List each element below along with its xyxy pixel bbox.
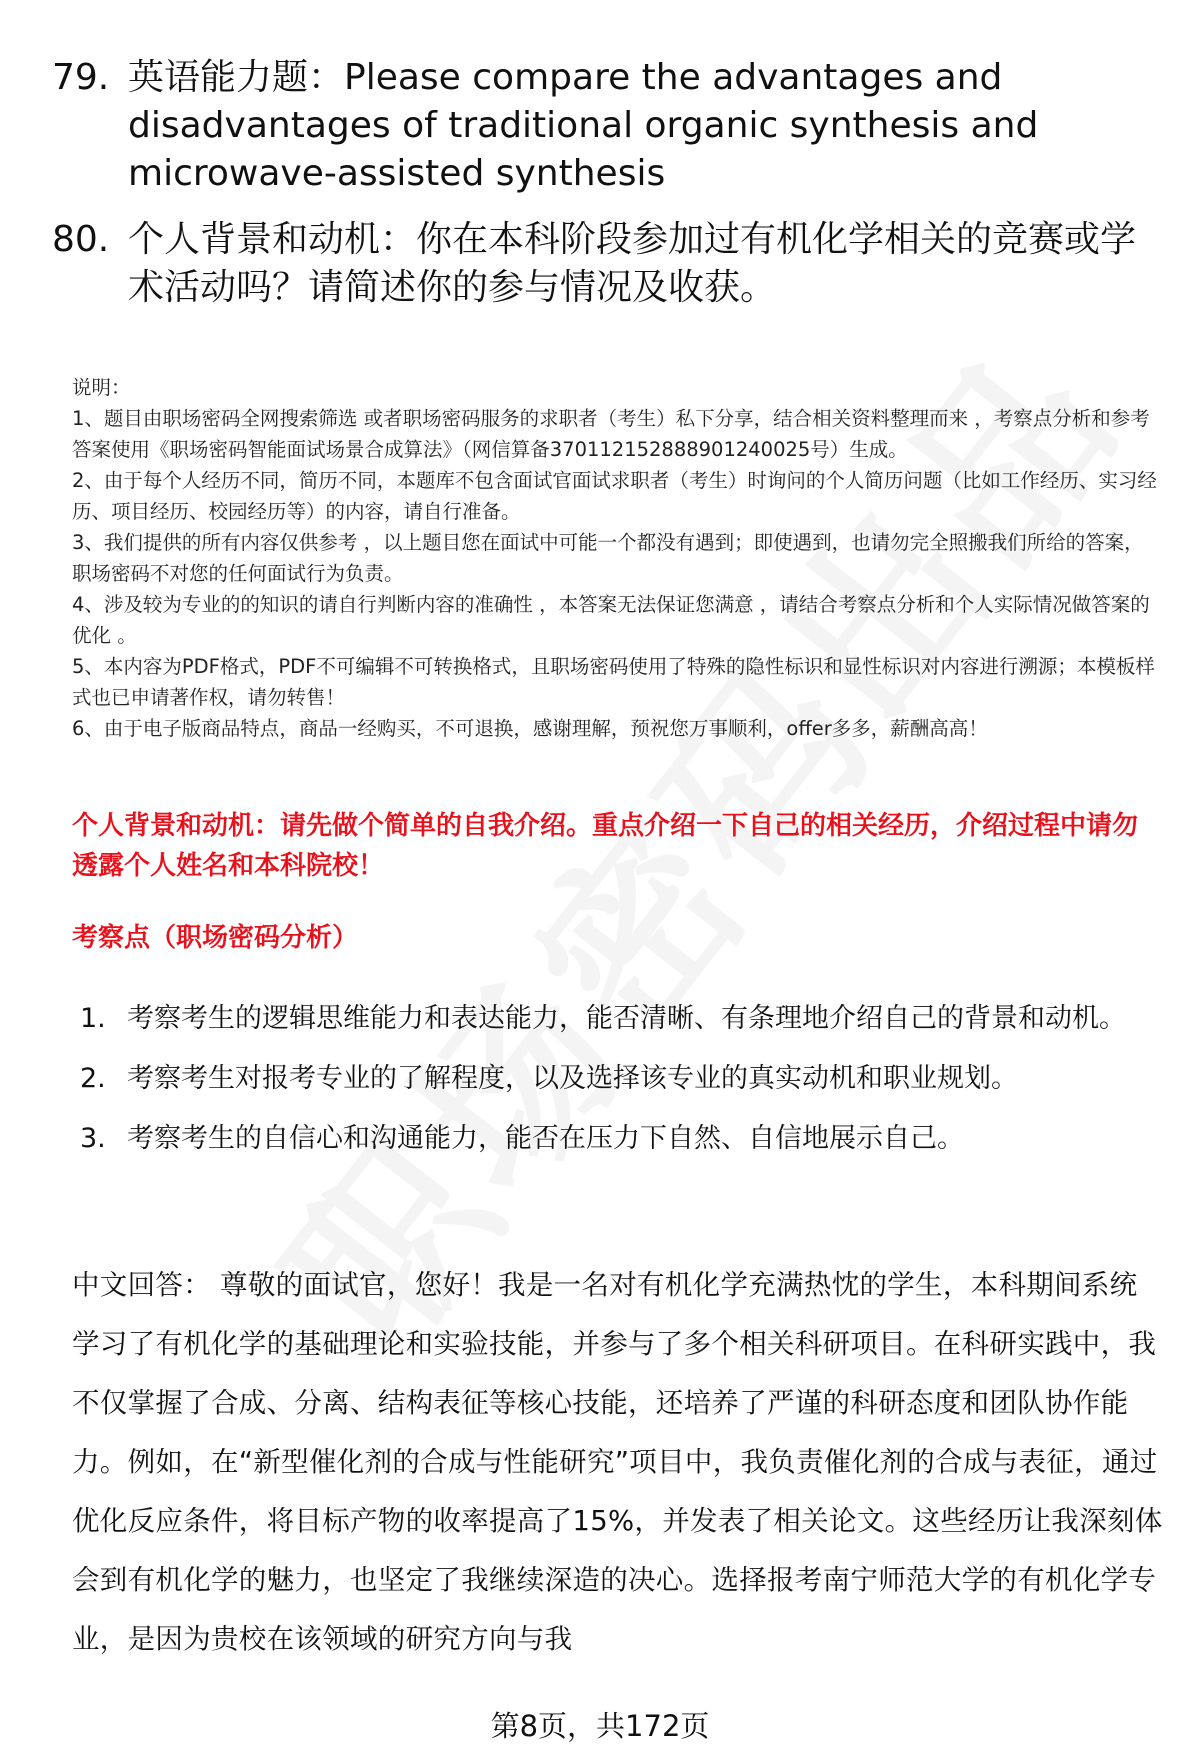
notes-heading: 说明： [72,376,131,399]
note-item: 3、我们提供的所有内容仅供参考 ，以上题目您在面试中可能一个都没有遇到；即使遇到，也请勿完全照搬我们所给的答案，职场密码不对您的任何面试行为负责。 [72,531,1144,585]
question-number: 79. [52,57,110,98]
answer-paragraph: 中文回答： 尊敬的面试官，您好！我是一名对有机化学充满热忱的学生，本科期间系统学习了有机化学的基础理论和实验技能，并参与了多个相关科研项目。在科研实践中，我不仅掌握了合成、分离、结构表征等核心技能，还培养了严谨的科研态度和团队协作能力。例如，在“新型催化剂的合成与性能研究”项目中，我负责催化剂的合成与表征，通过优化反应条件，将目标产物的收率提高了15%，并发表了相关论文。这些经历让我深刻体会到有机化学的魅力，也坚定了我继续深造的决心。选择报考南宁师范大学的有机化学专业，是因为贵校在该领域的研究方向与我 [72,1269,1163,1655]
question-text: 英语能力题：Please compare the advantages and disadvantages of traditional organic synthesis and microwave-assisted synthesis [128,57,1039,194]
notes-block [72,372,1162,744]
page-footer: 第8页，共172页 [490,1709,710,1743]
list-item [80,1050,1160,1108]
list-item-number: 2. [80,1063,106,1094]
note-item: 6、由于电子版商品特点，商品一经购买，不可退换，感谢理解，预祝您万事顺利，offer多多，薪酬高高！ [72,717,988,740]
points-title: 考察点（职场密码分析） [72,923,359,953]
question-80 [52,216,1162,312]
list-item-text: 考察考生对报考专业的了解程度，以及选择该专业的真实动机和职业规划。 [127,1063,1018,1094]
list-item [80,990,1160,1048]
list-item-number: 3. [80,1123,106,1154]
question-79 [52,54,1162,198]
note-item: 4、涉及较为专业的的知识的请自行判断内容的准确性 ，本答案无法保证您满意 ，请结合考察点分析和个人实际情况做答案的优化 。 [72,593,1150,647]
note-item: 5、本内容为PDF格式，PDF不可编辑不可转换格式，且职场密码使用了特殊的隐性标识和显性标识对内容进行溯源；本模板样式也已申请著作权，请勿转售！ [72,655,1155,709]
list-item-text: 考察考生的自信心和沟通能力，能否在压力下自然、自信地展示自己。 [127,1123,964,1154]
section-title: 个人背景和动机：请先做个简单的自我介绍。重点介绍一下自己的相关经历，介绍过程中请勿透露个人姓名和本科院校！ [72,811,1139,881]
list-item-number: 1. [80,1003,106,1034]
list-item-text: 考察考生的逻辑思维能力和表达能力，能否清晰、有条理地介绍自己的背景和动机。 [127,1003,1126,1034]
question-number: 80. [52,219,110,260]
list-item [80,1110,1160,1168]
points-list [80,990,1160,1170]
note-item: 1、题目由职场密码全网搜索筛选 或者职场密码服务的求职者（考生）私下分享，结合相关资料整理而来 ，考察点分析和参考答案使用《职场密码智能面试场景合成算法》（网信算备370112152888901240025号）生成。 [72,407,1150,461]
question-text: 个人背景和动机：你在本科阶段参加过有机化学相关的竞赛或学术活动吗？请简述你的参与情况及收获。 [128,219,1137,308]
note-item: 2、由于每个人经历不同，简历不同，本题库不包含面试官面试求职者（考生）时询问的个人简历问题（比如工作经历、实习经历、项目经历、校园经历等）的内容，请自行准备。 [72,469,1157,523]
